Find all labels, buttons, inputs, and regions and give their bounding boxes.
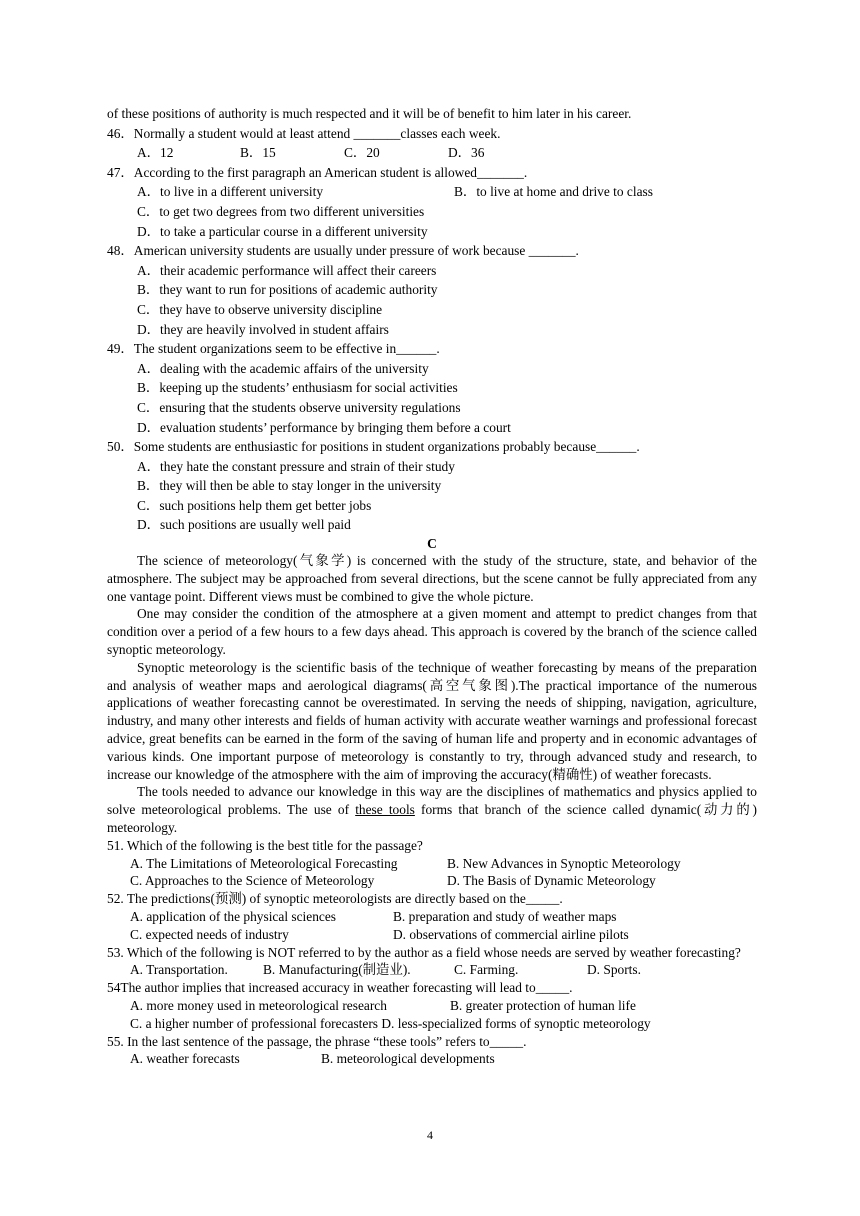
section-heading: C [427, 536, 437, 552]
question-stem: Normally a student would at least attend _______classes each week. [133, 125, 501, 141]
passage-paragraph-3: Synoptic meteorology is the scientific basis of the technique of weather forecasting by means of the preparation and analysis of weather maps and aerological diagrams(高空气象图).The practical importance of the numerous applications of weather forecasting cannot be overestimated. In serving the needs of shipping, navigation, agriculture, industry, and many other interests and fields of human activity with accurate weather warnings and professional forecast advice, great benefits can be earned in the form of the saving of human life and property and in economic advantages of various kinds. One important purpose of meteorology is constantly to try, through advanced study and research, to increase our knowledge of the atmosphere with the aim of improving the accuracy(精确性) of weather forecasts. [107, 659, 757, 782]
option-b: B．to live at home and drive to class [454, 184, 653, 200]
option-d: D．such positions are usually well paid [137, 517, 351, 533]
option-d: D. less-specialized forms of synoptic meteorology [381, 1015, 651, 1031]
option-a: A．their academic performance will affect their careers [137, 262, 437, 278]
option-d: D．they are heavily involved in student affairs [137, 321, 389, 337]
option-d: D. observations of commercial airline pilots [393, 926, 629, 942]
option-c: C．they have to observe university discipline [137, 301, 383, 317]
question-stem: American university students are usually under pressure of work because _______. [133, 243, 579, 259]
passage-paragraph-4: The tools needed to advance our knowledge in this way are the disciplines of mathematics and physics applied to solve meteorological problems. The use of these tools forms that branch of the science called dynamic(动力的) meteorology. [107, 784, 757, 836]
question-stem: Some students are enthusiastic for positions in student organizations probably because______. [133, 439, 640, 455]
option-d: D．36 [448, 145, 485, 161]
document-page [107, 104, 757, 1068]
option-d: D. The Basis of Dynamic Meteorology [447, 873, 656, 889]
option-a: A. Transportation. [130, 962, 228, 978]
question-54 [107, 979, 757, 1032]
intro-line: of these positions of authority is much respected and it will be of benefit to him later in his career. [107, 106, 632, 121]
page-number: 4 [427, 1128, 433, 1142]
option-b: B. preparation and study of weather maps [393, 909, 617, 924]
question-47 [107, 163, 757, 241]
question-stem: 54The author implies that increased accuracy in weather forecasting will lead to_____. [107, 980, 573, 996]
option-a: A．to live in a different university [137, 184, 324, 200]
option-b: B. meteorological developments [321, 1051, 495, 1067]
option-d: D．to take a particular course in a different university [137, 223, 428, 239]
option-d: D．evaluation students’ performance by bringing them before a court [137, 419, 511, 435]
question-number: 49． [107, 341, 134, 357]
question-stem: 55. In the last sentence of the passage, the phrase “these tools” refers to_____. [107, 1033, 527, 1049]
question-46 [107, 124, 757, 163]
option-c: C．ensuring that the students observe university regulations [137, 399, 461, 415]
option-b: B．they will then be able to stay longer in the university [137, 478, 442, 494]
question-number: 47． [107, 164, 134, 180]
option-b: B．keeping up the students’ enthusiasm for social activities [137, 380, 458, 396]
question-number: 48． [107, 243, 134, 259]
question-number: 46． [107, 125, 134, 141]
option-b: B．they want to run for positions of academic authority [137, 282, 438, 298]
option-b: B．15 [240, 145, 276, 161]
question-50 [107, 437, 757, 535]
option-a: A．they hate the constant pressure and strain of their study [137, 458, 455, 474]
option-b: B. Manufacturing(制造业). [263, 962, 411, 978]
option-c: C. a higher number of professional forecasters [130, 1015, 379, 1031]
question-stem: According to the first paragraph an American student is allowed_______. [133, 164, 528, 180]
question-stem: The student organizations seem to be effective in______. [133, 341, 440, 357]
option-b: B. greater protection of human life [450, 997, 636, 1013]
question-49 [107, 339, 757, 437]
question-51 [107, 837, 757, 890]
question-52 [107, 890, 757, 943]
option-c: C. Farming. [454, 962, 519, 978]
option-a: A. The Limitations of Meteorological Forecasting [130, 855, 398, 871]
passage-paragraph-1: The science of meteorology(气象学) is concerned with the study of the structure, state, and behavior of the atmosphere. The subject may be approached from several directions, but the scene cannot be fully appreciated from any one vantage point. Different views must be combined to give the whole picture. [107, 553, 757, 604]
option-a: A．12 [137, 145, 174, 161]
option-a: A. more money used in meteorological research [130, 997, 387, 1013]
option-c: C. expected needs of industry [130, 926, 289, 942]
option-c: C．20 [344, 145, 380, 161]
option-a: A. weather forecasts [130, 1051, 240, 1067]
option-c: C. Approaches to the Science of Meteorology [130, 873, 375, 889]
option-a: A．dealing with the academic affairs of the university [137, 360, 429, 376]
option-c: C．such positions help them get better jobs [137, 497, 372, 513]
passage-paragraph-2: One may consider the condition of the atmosphere at a given moment and attempt to predict changes from that condition over a period of a few hours to a few days ahead. This approach is covered by the branch of the science called synoptic meteorology. [107, 606, 757, 658]
question-number: 50． [107, 439, 134, 455]
option-a: A. application of the physical sciences [130, 909, 336, 924]
underlined-phrase: these tools [355, 802, 415, 818]
question-55 [107, 1033, 757, 1069]
option-d: D. Sports. [587, 962, 641, 978]
question-53 [107, 944, 757, 980]
question-stem: 51. Which of the following is the best title for the passage? [107, 837, 423, 853]
question-stem: 52. The predictions(预测) of synoptic meteorologists are directly based on the_____. [107, 891, 563, 907]
option-c: C．to get two degrees from two different universities [137, 203, 425, 219]
question-48 [107, 241, 757, 339]
option-b: B. New Advances in Synoptic Meteorology [447, 855, 681, 871]
question-stem: 53. Which of the following is NOT referred to by the author as a field whose needs are served by weather forecasting? [107, 944, 741, 960]
